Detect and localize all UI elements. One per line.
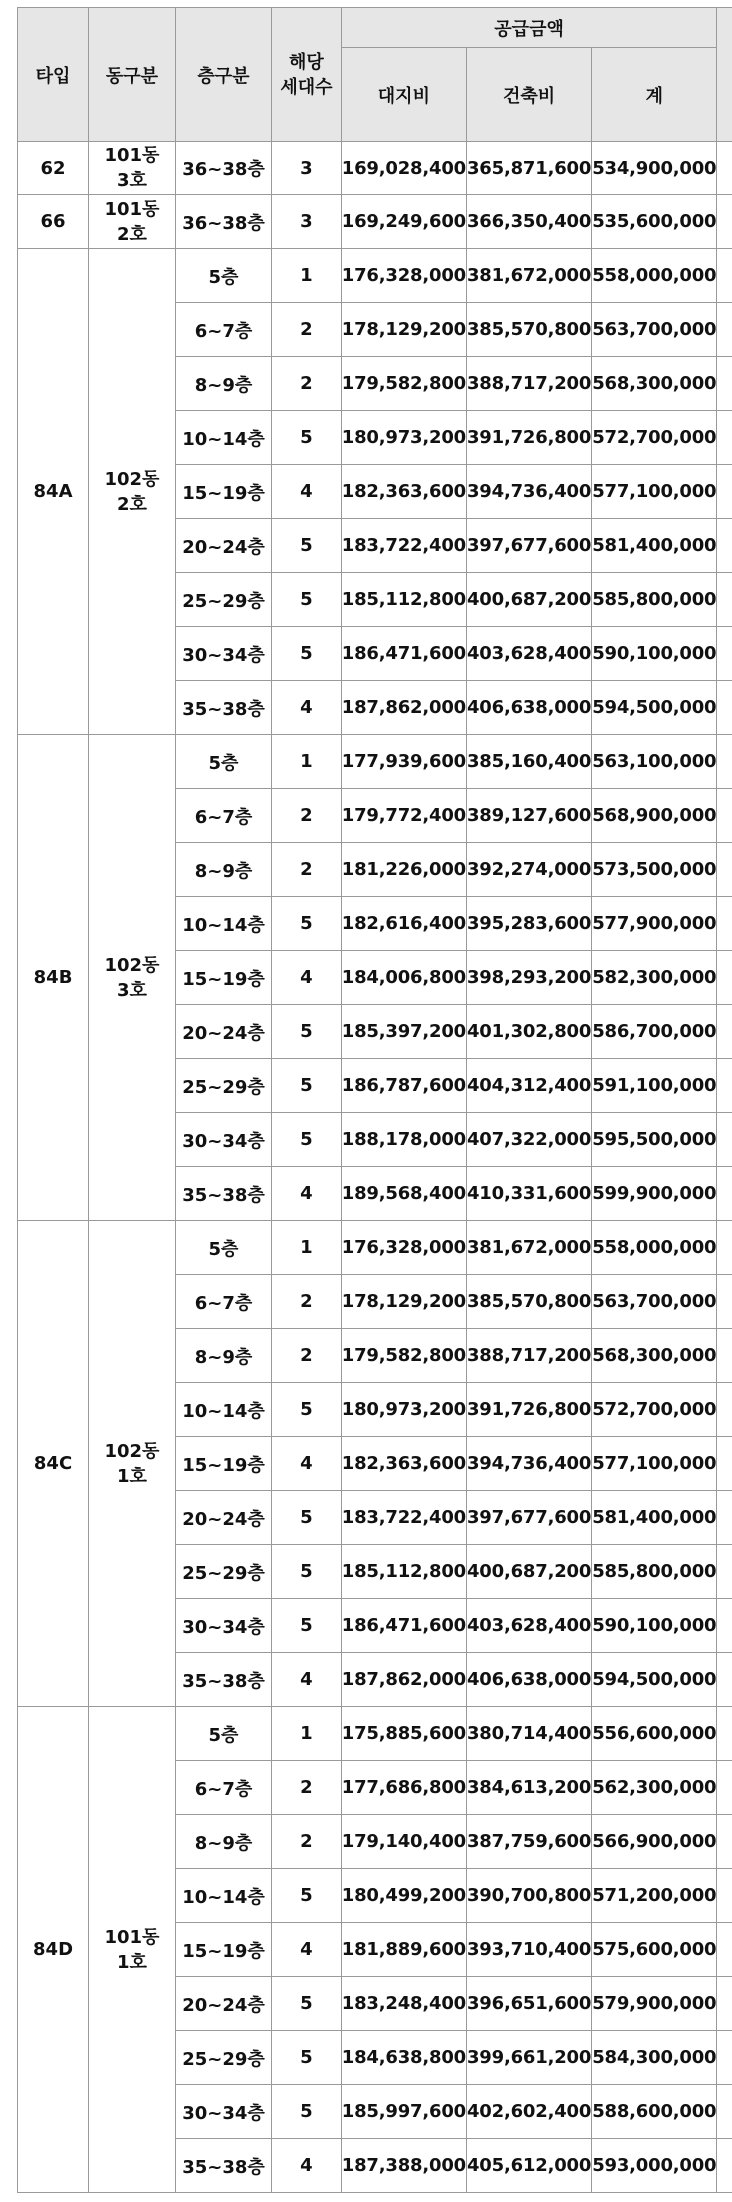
land-price-cell: 180,973,200 [341, 1383, 466, 1437]
units-cell: 5 [272, 573, 342, 627]
supply-price-table [17, 7, 732, 2193]
floor-cell: 5층 [175, 1221, 271, 1275]
land-price-cell: 178,129,200 [341, 1275, 466, 1329]
units-cell: 2 [272, 1815, 342, 1869]
land-price-cell: 187,388,000 [341, 2139, 466, 2193]
units-cell: 5 [272, 2031, 342, 2085]
floor-cell: 25~29층 [175, 573, 271, 627]
land-price-cell: 186,471,600 [341, 627, 466, 681]
building-price-cell: 394,736,400 [466, 465, 591, 519]
cut-edge-cell [717, 1005, 732, 1059]
units-cell: 5 [272, 1977, 342, 2031]
cut-edge-cell [717, 2031, 732, 2085]
land-price-cell: 175,885,600 [341, 1707, 466, 1761]
floor-cell: 10~14층 [175, 1383, 271, 1437]
building-price-cell: 410,331,600 [466, 1167, 591, 1221]
building-price-cell: 406,638,000 [466, 1653, 591, 1707]
units-cell: 1 [272, 249, 342, 303]
total-price-cell: 556,600,000 [592, 1707, 717, 1761]
building-price-cell: 407,322,000 [466, 1113, 591, 1167]
units-cell: 4 [272, 681, 342, 735]
floor-cell: 8~9층 [175, 843, 271, 897]
land-price-cell: 186,787,600 [341, 1059, 466, 1113]
units-cell: 2 [272, 1275, 342, 1329]
cut-edge-cell [717, 1275, 732, 1329]
land-price-cell: 176,328,000 [341, 249, 466, 303]
floor-cell: 10~14층 [175, 411, 271, 465]
cut-edge-cell [717, 1383, 732, 1437]
table-row [18, 142, 732, 195]
floor-cell: 20~24층 [175, 1491, 271, 1545]
floor-cell: 35~38층 [175, 1167, 271, 1221]
units-cell: 5 [272, 1545, 342, 1599]
land-price-cell: 183,722,400 [341, 1491, 466, 1545]
dong-cell: 102동 3호 [89, 735, 176, 1221]
header-type: 타입 [18, 8, 89, 142]
floor-cell: 36~38층 [175, 142, 271, 195]
floor-cell: 35~38층 [175, 2139, 271, 2193]
land-price-cell: 185,112,800 [341, 573, 466, 627]
floor-cell: 5층 [175, 1707, 271, 1761]
total-price-cell: 593,000,000 [592, 2139, 717, 2193]
land-price-cell: 182,363,600 [341, 465, 466, 519]
total-price-cell: 594,500,000 [592, 1653, 717, 1707]
type-cell: 84B [18, 735, 89, 1221]
total-price-cell: 581,400,000 [592, 1491, 717, 1545]
cut-edge-cell [717, 735, 732, 789]
units-cell: 5 [272, 1491, 342, 1545]
cut-edge-cell [717, 1815, 732, 1869]
total-price-cell: 535,600,000 [592, 195, 717, 249]
land-price-cell: 169,028,400 [341, 142, 466, 195]
total-price-cell: 571,200,000 [592, 1869, 717, 1923]
building-price-cell: 390,700,800 [466, 1869, 591, 1923]
total-price-cell: 586,700,000 [592, 1005, 717, 1059]
building-price-cell: 384,613,200 [466, 1761, 591, 1815]
units-cell: 5 [272, 627, 342, 681]
total-price-cell: 568,300,000 [592, 1329, 717, 1383]
building-price-cell: 388,717,200 [466, 357, 591, 411]
cut-edge-cell [717, 465, 732, 519]
land-price-cell: 183,722,400 [341, 519, 466, 573]
land-price-cell: 188,178,000 [341, 1113, 466, 1167]
building-price-cell: 385,570,800 [466, 1275, 591, 1329]
floor-cell: 20~24층 [175, 1977, 271, 2031]
cut-edge-cell [717, 1167, 732, 1221]
building-price-cell: 391,726,800 [466, 1383, 591, 1437]
land-price-cell: 183,248,400 [341, 1977, 466, 2031]
table-row [18, 1707, 732, 1761]
total-price-cell: 563,700,000 [592, 1275, 717, 1329]
table-row [18, 249, 732, 303]
units-cell: 1 [272, 735, 342, 789]
building-price-cell: 399,661,200 [466, 2031, 591, 2085]
units-cell: 3 [272, 195, 342, 249]
type-cell: 84C [18, 1221, 89, 1707]
building-price-cell: 395,283,600 [466, 897, 591, 951]
type-cell: 84D [18, 1707, 89, 2193]
building-price-cell: 400,687,200 [466, 1545, 591, 1599]
floor-cell: 8~9층 [175, 1329, 271, 1383]
cut-edge-cell [717, 1653, 732, 1707]
total-price-cell: 585,800,000 [592, 573, 717, 627]
total-price-cell: 590,100,000 [592, 627, 717, 681]
building-price-cell: 387,759,600 [466, 1815, 591, 1869]
land-price-cell: 176,328,000 [341, 1221, 466, 1275]
building-price-cell: 381,672,000 [466, 249, 591, 303]
units-cell: 4 [272, 1923, 342, 1977]
cut-edge-cell [717, 142, 732, 195]
cut-edge-cell [717, 681, 732, 735]
units-cell: 5 [272, 1059, 342, 1113]
total-price-cell: 588,600,000 [592, 2085, 717, 2139]
land-price-cell: 177,939,600 [341, 735, 466, 789]
land-price-cell: 179,140,400 [341, 1815, 466, 1869]
table-header [18, 8, 732, 142]
building-price-cell: 385,570,800 [466, 303, 591, 357]
building-price-cell: 389,127,600 [466, 789, 591, 843]
floor-cell: 35~38층 [175, 681, 271, 735]
dong-cell: 101동 3호 [89, 142, 176, 195]
units-cell: 2 [272, 1761, 342, 1815]
cut-edge-cell [717, 1329, 732, 1383]
cut-edge-cell [717, 195, 732, 249]
floor-cell: 6~7층 [175, 789, 271, 843]
cut-edge-cell [717, 951, 732, 1005]
cut-edge-cell [717, 1869, 732, 1923]
building-price-cell: 396,651,600 [466, 1977, 591, 2031]
total-price-cell: 577,100,000 [592, 1437, 717, 1491]
table-row [18, 195, 732, 249]
land-price-cell: 177,686,800 [341, 1761, 466, 1815]
header-units: 해당 세대수 [272, 8, 342, 142]
floor-cell: 6~7층 [175, 303, 271, 357]
building-price-cell: 405,612,000 [466, 2139, 591, 2193]
table-body [18, 142, 732, 2193]
price-table-container [17, 7, 732, 2193]
total-price-cell: 562,300,000 [592, 1761, 717, 1815]
floor-cell: 8~9층 [175, 1815, 271, 1869]
floor-cell: 10~14층 [175, 897, 271, 951]
units-cell: 5 [272, 897, 342, 951]
header-dong: 동구분 [89, 8, 176, 142]
cut-edge-cell [717, 573, 732, 627]
units-cell: 5 [272, 519, 342, 573]
cut-edge-cell [717, 2139, 732, 2193]
total-price-cell: 594,500,000 [592, 681, 717, 735]
building-price-cell: 404,312,400 [466, 1059, 591, 1113]
building-price-cell: 388,717,200 [466, 1329, 591, 1383]
header-building: 건축비 [466, 48, 591, 142]
total-price-cell: 573,500,000 [592, 843, 717, 897]
dong-cell: 101동 2호 [89, 195, 176, 249]
cut-edge-cell [717, 519, 732, 573]
building-price-cell: 393,710,400 [466, 1923, 591, 1977]
units-cell: 5 [272, 1869, 342, 1923]
floor-cell: 25~29층 [175, 2031, 271, 2085]
total-price-cell: 572,700,000 [592, 411, 717, 465]
type-cell: 84A [18, 249, 89, 735]
total-price-cell: 595,500,000 [592, 1113, 717, 1167]
building-price-cell: 380,714,400 [466, 1707, 591, 1761]
floor-cell: 25~29층 [175, 1545, 271, 1599]
building-price-cell: 398,293,200 [466, 951, 591, 1005]
land-price-cell: 182,616,400 [341, 897, 466, 951]
table-row [18, 735, 732, 789]
land-price-cell: 179,772,400 [341, 789, 466, 843]
dong-cell: 102동 2호 [89, 249, 176, 735]
cut-edge-cell [717, 843, 732, 897]
table-row [18, 1221, 732, 1275]
units-cell: 5 [272, 1599, 342, 1653]
total-price-cell: 585,800,000 [592, 1545, 717, 1599]
total-price-cell: 577,900,000 [592, 897, 717, 951]
cut-edge-cell [717, 627, 732, 681]
units-cell: 2 [272, 357, 342, 411]
land-price-cell: 169,249,600 [341, 195, 466, 249]
units-cell: 2 [272, 1329, 342, 1383]
building-price-cell: 406,638,000 [466, 681, 591, 735]
units-cell: 4 [272, 1167, 342, 1221]
total-price-cell: 591,100,000 [592, 1059, 717, 1113]
units-cell: 1 [272, 1221, 342, 1275]
building-price-cell: 397,677,600 [466, 1491, 591, 1545]
cut-edge-cell [717, 249, 732, 303]
total-price-cell: 575,600,000 [592, 1923, 717, 1977]
floor-cell: 5층 [175, 249, 271, 303]
cut-edge-cell [717, 2085, 732, 2139]
units-cell: 5 [272, 1113, 342, 1167]
dong-cell: 102동 1호 [89, 1221, 176, 1707]
total-price-cell: 568,300,000 [592, 357, 717, 411]
total-price-cell: 566,900,000 [592, 1815, 717, 1869]
cut-edge-cell [717, 1221, 732, 1275]
land-price-cell: 184,006,800 [341, 951, 466, 1005]
units-cell: 4 [272, 2139, 342, 2193]
units-cell: 4 [272, 465, 342, 519]
land-price-cell: 181,889,600 [341, 1923, 466, 1977]
building-price-cell: 403,628,400 [466, 627, 591, 681]
building-price-cell: 394,736,400 [466, 1437, 591, 1491]
floor-cell: 10~14층 [175, 1869, 271, 1923]
total-price-cell: 558,000,000 [592, 249, 717, 303]
cut-edge-cell [717, 897, 732, 951]
floor-cell: 35~38층 [175, 1653, 271, 1707]
floor-cell: 30~34층 [175, 627, 271, 681]
header-land: 대지비 [341, 48, 466, 142]
total-price-cell: 584,300,000 [592, 2031, 717, 2085]
floor-cell: 8~9층 [175, 357, 271, 411]
floor-cell: 20~24층 [175, 1005, 271, 1059]
building-price-cell: 385,160,400 [466, 735, 591, 789]
units-cell: 5 [272, 1005, 342, 1059]
units-cell: 2 [272, 303, 342, 357]
building-price-cell: 365,871,600 [466, 142, 591, 195]
land-price-cell: 185,112,800 [341, 1545, 466, 1599]
floor-cell: 30~34층 [175, 1113, 271, 1167]
units-cell: 5 [272, 411, 342, 465]
floor-cell: 15~19층 [175, 951, 271, 1005]
units-cell: 5 [272, 2085, 342, 2139]
building-price-cell: 391,726,800 [466, 411, 591, 465]
cut-edge-cell [717, 1923, 732, 1977]
cut-edge-cell [717, 1545, 732, 1599]
units-cell: 4 [272, 951, 342, 1005]
cut-edge-cell [717, 1707, 732, 1761]
total-price-cell: 577,100,000 [592, 465, 717, 519]
building-price-cell: 397,677,600 [466, 519, 591, 573]
units-cell: 3 [272, 142, 342, 195]
units-cell: 1 [272, 1707, 342, 1761]
building-price-cell: 400,687,200 [466, 573, 591, 627]
cut-edge-cell [717, 1059, 732, 1113]
land-price-cell: 185,397,200 [341, 1005, 466, 1059]
cut-edge-cell [717, 357, 732, 411]
total-price-cell: 581,400,000 [592, 519, 717, 573]
units-cell: 4 [272, 1437, 342, 1491]
floor-cell: 36~38층 [175, 195, 271, 249]
building-price-cell: 401,302,800 [466, 1005, 591, 1059]
total-price-cell: 582,300,000 [592, 951, 717, 1005]
land-price-cell: 179,582,800 [341, 357, 466, 411]
cut-edge-cell [717, 1437, 732, 1491]
type-cell: 66 [18, 195, 89, 249]
header-supply-price: 공급금액 [341, 8, 717, 48]
cut-edge-cell [717, 789, 732, 843]
floor-cell: 20~24층 [175, 519, 271, 573]
floor-cell: 15~19층 [175, 1437, 271, 1491]
total-price-cell: 599,900,000 [592, 1167, 717, 1221]
cut-edge-cell [717, 411, 732, 465]
type-cell: 62 [18, 142, 89, 195]
total-price-cell: 579,900,000 [592, 1977, 717, 2031]
land-price-cell: 180,499,200 [341, 1869, 466, 1923]
land-price-cell: 179,582,800 [341, 1329, 466, 1383]
units-cell: 4 [272, 1653, 342, 1707]
land-price-cell: 187,862,000 [341, 1653, 466, 1707]
floor-cell: 5층 [175, 735, 271, 789]
units-cell: 2 [272, 843, 342, 897]
total-price-cell: 590,100,000 [592, 1599, 717, 1653]
total-price-cell: 572,700,000 [592, 1383, 717, 1437]
floor-cell: 15~19층 [175, 1923, 271, 1977]
floor-cell: 25~29층 [175, 1059, 271, 1113]
land-price-cell: 181,226,000 [341, 843, 466, 897]
cut-edge-cell [717, 1761, 732, 1815]
land-price-cell: 189,568,400 [341, 1167, 466, 1221]
header-cut-edge [717, 8, 732, 142]
land-price-cell: 184,638,800 [341, 2031, 466, 2085]
land-price-cell: 186,471,600 [341, 1599, 466, 1653]
building-price-cell: 392,274,000 [466, 843, 591, 897]
total-price-cell: 563,100,000 [592, 735, 717, 789]
header-floor: 층구분 [175, 8, 271, 142]
land-price-cell: 185,997,600 [341, 2085, 466, 2139]
cut-edge-cell [717, 1491, 732, 1545]
land-price-cell: 178,129,200 [341, 303, 466, 357]
units-cell: 5 [272, 1383, 342, 1437]
total-price-cell: 568,900,000 [592, 789, 717, 843]
dong-cell: 101동 1호 [89, 1707, 176, 2193]
cut-edge-cell [717, 1977, 732, 2031]
total-price-cell: 534,900,000 [592, 142, 717, 195]
land-price-cell: 182,363,600 [341, 1437, 466, 1491]
cut-edge-cell [717, 1113, 732, 1167]
building-price-cell: 366,350,400 [466, 195, 591, 249]
total-price-cell: 558,000,000 [592, 1221, 717, 1275]
floor-cell: 6~7층 [175, 1761, 271, 1815]
building-price-cell: 381,672,000 [466, 1221, 591, 1275]
land-price-cell: 187,862,000 [341, 681, 466, 735]
land-price-cell: 180,973,200 [341, 411, 466, 465]
header-total: 계 [592, 48, 717, 142]
cut-edge-cell [717, 303, 732, 357]
building-price-cell: 403,628,400 [466, 1599, 591, 1653]
cut-edge-cell [717, 1599, 732, 1653]
units-cell: 2 [272, 789, 342, 843]
floor-cell: 30~34층 [175, 2085, 271, 2139]
floor-cell: 30~34층 [175, 1599, 271, 1653]
building-price-cell: 402,602,400 [466, 2085, 591, 2139]
floor-cell: 6~7층 [175, 1275, 271, 1329]
floor-cell: 15~19층 [175, 465, 271, 519]
total-price-cell: 563,700,000 [592, 303, 717, 357]
